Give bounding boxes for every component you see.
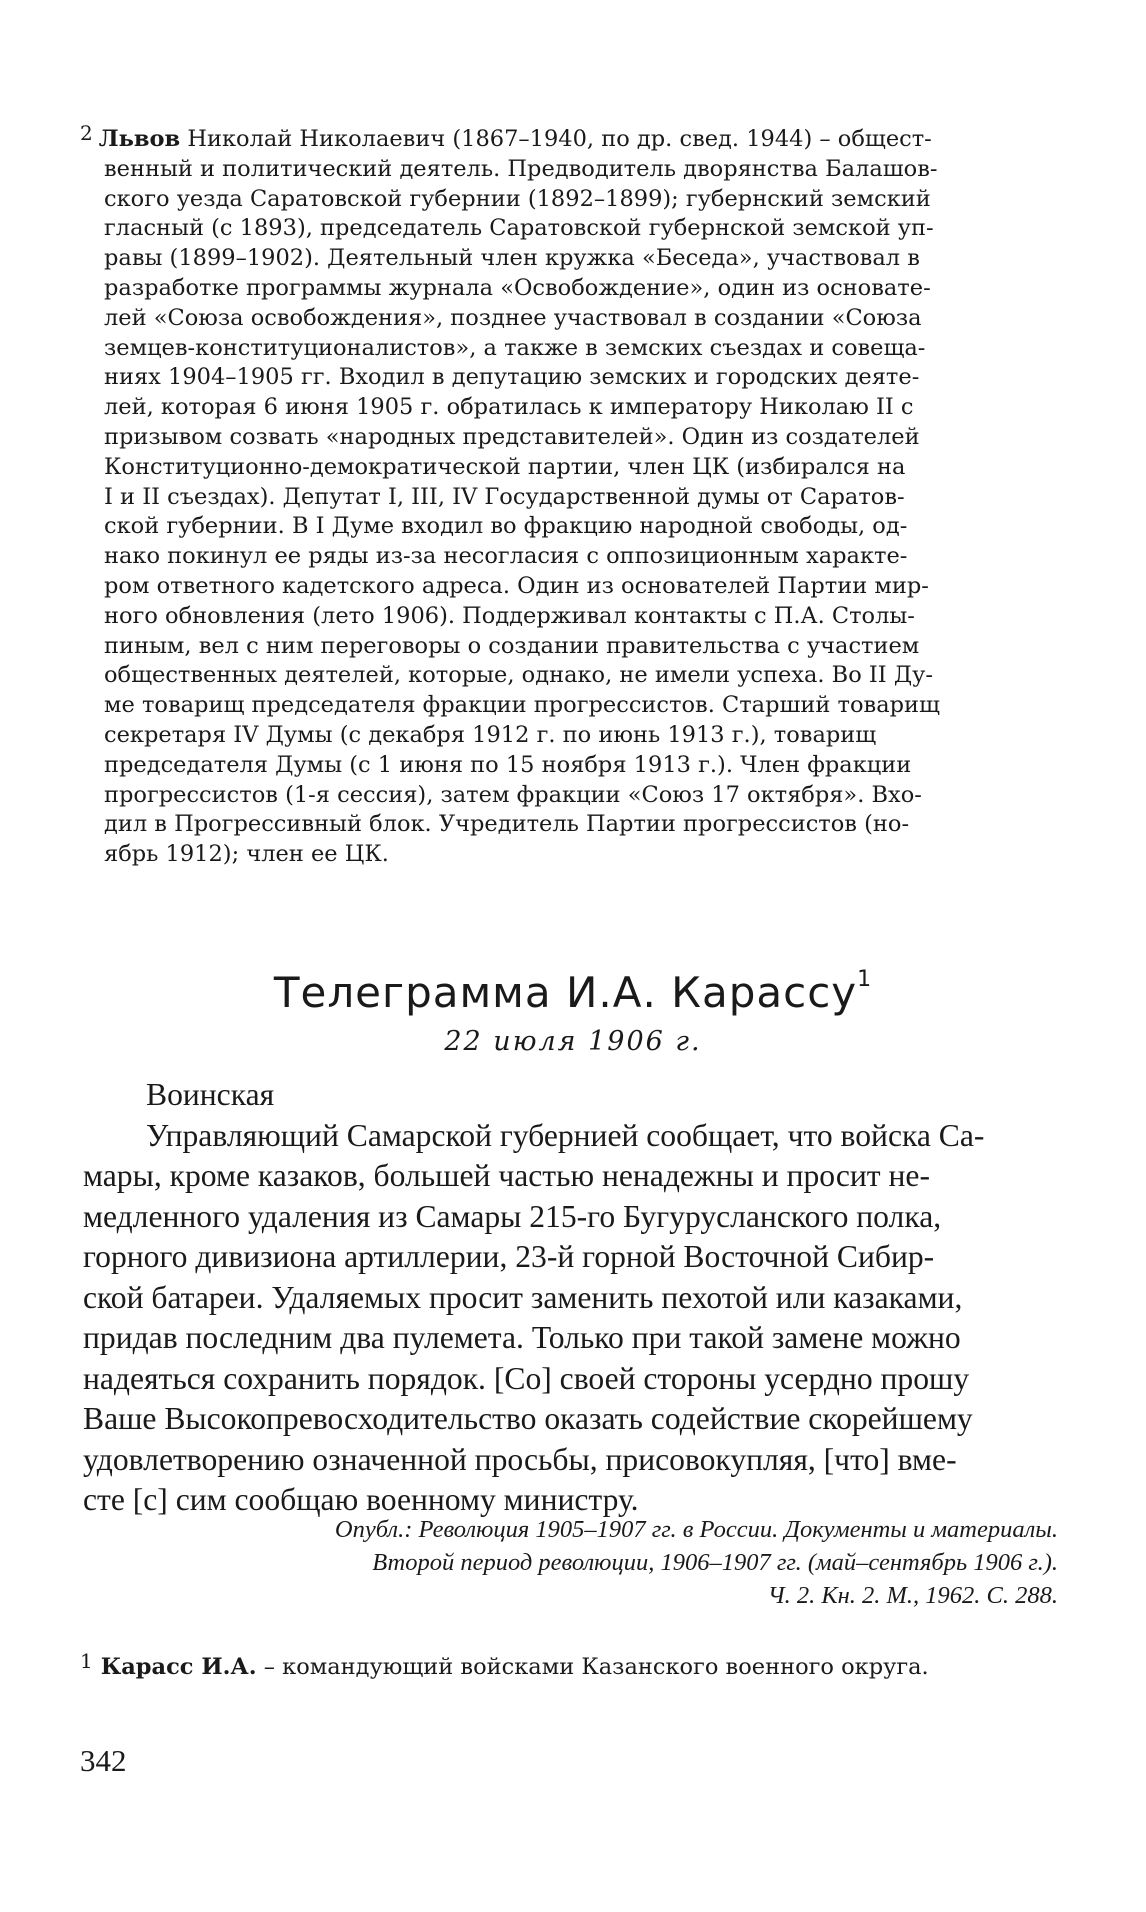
body-line: надеяться сохранить порядок. [Со] своей стороны усердно прошу xyxy=(83,1360,970,1396)
body-line: удовлетворению означенной просьбы, присовокупляя, [что] вме- xyxy=(83,1441,957,1477)
footnote-line: лей «Союза освобождения», позднее участвовал в создании «Союза xyxy=(104,304,922,331)
body-line: ской батареи. Удаляемых просит заменить пехотой или казаками, xyxy=(83,1279,963,1315)
telegram-body xyxy=(83,1075,1059,1521)
footnote-line: ром ответного кадетского адреса. Один из основателей Партии мир- xyxy=(104,572,929,599)
page-number: 342 xyxy=(80,1743,127,1778)
footnote-line: ме товарищ председателя фракции прогрессистов. Старший товарищ xyxy=(104,692,940,719)
footnote-text: – командующий войсками Казанского военного округа. xyxy=(263,1654,929,1680)
footnote-line: Конституционно-демократической партии, член ЦК (избирался на xyxy=(104,453,906,480)
footnote-line: I и II съездах). Депутат I, III, IV Государственной думы от Саратов- xyxy=(104,483,905,510)
publication-source xyxy=(130,1513,1058,1612)
source-line: Второй период революции, 1906–1907 гг. (май–сентябрь 1906 г.). xyxy=(372,1549,1058,1576)
body-line: медленного удаления из Самары 215-го Бугурусланского полка, xyxy=(83,1198,942,1234)
body-line: мары, кроме казаков, большей частью ненадежны и просит не- xyxy=(83,1158,930,1193)
footnote-line: земцев-конституционалистов», а также в земских съездах и совеща- xyxy=(104,334,926,361)
footnote-line: призывом созвать «народных представителей». Один из создателей xyxy=(104,423,920,450)
footnote-karass xyxy=(80,1649,1065,1682)
body-line: горного дивизиона артиллерии, 23-й горной Восточной Сибир- xyxy=(83,1239,935,1274)
footnote-line-first xyxy=(80,121,1065,155)
footnote-line: нако покинул ее ряды из-за несогласия с оппозиционным характе- xyxy=(104,543,908,570)
footnote-line: ского уезда Саратовской губернии (1892–1899); губернский земский xyxy=(104,185,931,212)
footnote-marker: 1 xyxy=(80,1649,93,1673)
footnote-line: ного обновления (лето 1906). Поддерживал контакты с П.А. Столы- xyxy=(104,602,915,629)
footnote-line: прогрессистов (1-я сессия), затем фракции «Союз 17 октября». Вхо- xyxy=(104,781,922,808)
telegram-addressee: Воинская xyxy=(146,1077,275,1112)
footnote-line: дил в Прогрессивный блок. Учредитель Партии прогрессистов (но- xyxy=(104,811,910,838)
footnote-lvov xyxy=(80,121,1065,870)
footnote-line: ниях 1904–1905 гг. Входил в депутацию земских и городских деяте- xyxy=(104,364,920,391)
footnote-line: венный и политический деятель. Предводитель дворянства Балашов- xyxy=(104,155,938,182)
body-line: Ваше Высокопревосходительство оказать содействие скорейшему xyxy=(83,1401,973,1436)
footnote-line: председателя Думы (с 1 июня по 15 ноября 1913 г.). Член фракции xyxy=(104,751,912,778)
footnote-marker: 2 xyxy=(80,121,93,145)
footnote-line: равы (1899–1902). Деятельный член кружка «Беседа», участвовал в xyxy=(104,245,920,272)
footnote-line: гласный (с 1893), председатель Саратовской губернской земской уп- xyxy=(104,215,934,242)
document-title-text: Телеграмма И.А. Карассу xyxy=(273,968,858,1017)
footnote-line: пиным, вел с ним переговоры о создании правительства с участием xyxy=(104,632,920,659)
body-line: придав последним два пулемета. Только при такой замене можно xyxy=(83,1320,961,1355)
footnote-line: разработке программы журнала «Освобождение», один из основате- xyxy=(104,274,931,301)
footnote-line: общественных деятелей, которые, однако, не имели успеха. Во II Ду- xyxy=(104,662,933,689)
footnote-person-name: Львов xyxy=(98,126,181,152)
source-line: Ч. 2. Кн. 2. М., 1962. С. 288. xyxy=(767,1582,1058,1609)
footnote-line: ской губернии. В I Думе входил во фракцию народной свободы, од- xyxy=(104,513,908,540)
footnote-line: Николай Николаевич (1867–1940, по др. свед. 1944) – общест- xyxy=(187,126,932,152)
body-line: сте [с] сим сообщаю военному министру. xyxy=(83,1482,639,1517)
footnote-line: секретаря IV Думы (с декабря 1912 г. по июнь 1913 г.), товарищ xyxy=(104,721,877,748)
title-footnote-marker: 1 xyxy=(857,967,873,992)
footnote-line: лей, которая 6 июня 1905 г. обратилась к императору Николаю II с xyxy=(104,394,914,421)
document-title xyxy=(0,968,1146,1017)
footnote-line: ябрь 1912); член ее ЦК. xyxy=(104,841,389,868)
document-date: 22 июля 1906 г. xyxy=(444,1026,702,1057)
body-line: Управляющий Самарской губернией сообщает, что войска Са- xyxy=(146,1117,985,1153)
footnote-person-name: Карасс И.А. xyxy=(100,1654,257,1680)
source-line: Опубл.: Революция 1905–1907 гг. в России. Документы и материалы. xyxy=(334,1516,1058,1543)
